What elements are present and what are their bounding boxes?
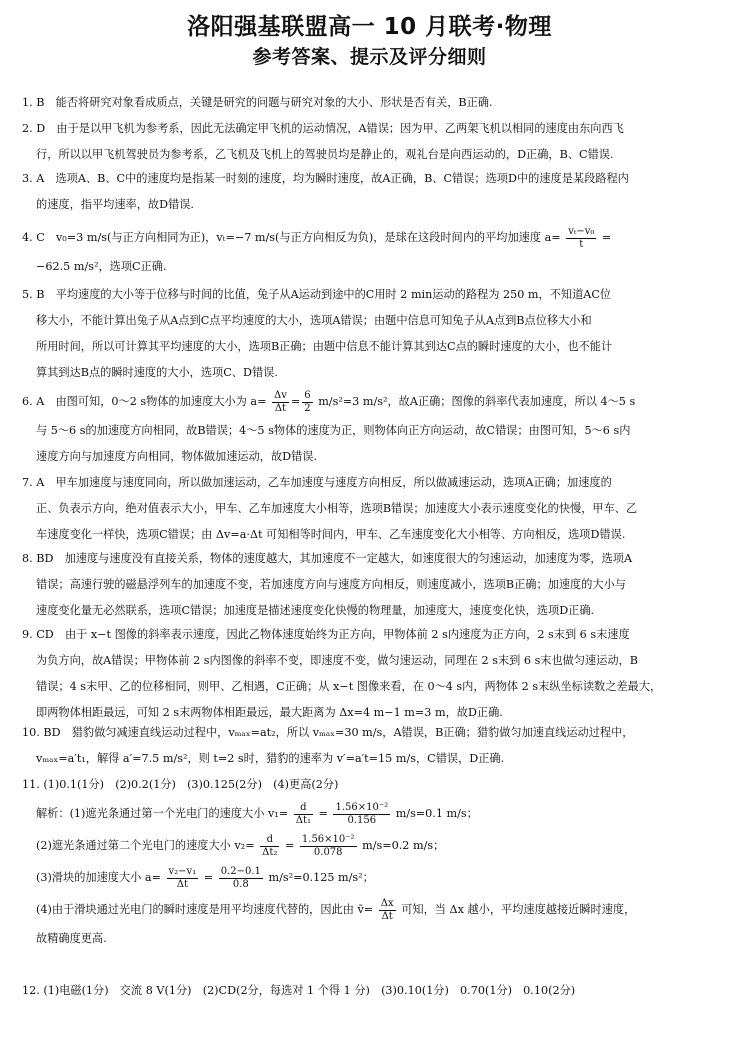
answer-text: m/s²=3 m/s²，故A正确；图像的斜率代表加速度，所以 4～5 s: [318, 395, 636, 408]
fraction-numerator: Δv: [274, 389, 287, 401]
answer-line: [22, 830, 716, 862]
answer-2: [22, 116, 716, 168]
answer-line: 3. A 选项A、B、C中的速度均是指某一时刻的速度，均为瞬时速度，故A正确，B、C错误；选项D中的速度是某段路程内: [22, 172, 629, 185]
answer-1: [22, 90, 716, 116]
answer-line: 6. A 由图可知，0～2 s物体的加速度大小为 a= $\frac{\Delta v}{\Delta t}$ = $\frac{6}{2}$ m/s²=3 m/s²，故A正确；图像的斜率代表加速度，所以 4～5 s: [22, 389, 636, 414]
answer-line: [22, 222, 716, 254]
fraction-denominator: Δt₂: [262, 846, 278, 858]
fraction-numerator: d: [260, 834, 279, 847]
answer-5: [22, 282, 716, 386]
fraction-denominator: 0.078: [313, 846, 343, 858]
answer-line: 为负方向，故A错误；甲物体前 2 s内图像的斜率不变，即速度不变，做匀速运动，同理在 2 s末到 6 s末也做匀速运动，B: [36, 654, 639, 667]
page-subtitle: 参考答案、提示及评分细则: [252, 46, 487, 68]
answer-12: [22, 978, 716, 1004]
fraction-denominator: Δt₁: [295, 814, 311, 826]
answer-11: [22, 772, 716, 952]
answer-7: [22, 470, 716, 548]
answer-line: 8. BD 加速度与速度没有直接关系，物体的速度越大，其加速度不一定越大，如速度很大的匀速运动，加速度为零，选项A: [22, 552, 633, 565]
fraction: [333, 802, 390, 827]
answer-text: 4. C v₀=3 m/s(与正方向相同为正)，vₜ=−7 m/s(与正方向相反为负)，是球在这段时间内的平均加速度 a=: [22, 231, 561, 244]
fraction: [300, 834, 357, 859]
answer-line: 11. (1)0.1(1分) (2)0.2(1分) (3)0.125(2分) (4)更高(2分): [22, 778, 339, 791]
answer-line: 速度方向与加速度方向相同，物体做加速运动，故D错误.: [36, 450, 318, 463]
answer-line: 正、负表示方向，绝对值表示大小，甲车、乙车加速度大小相等，选项B错误；加速度大小表示速度变化的快慢，甲车、乙: [36, 502, 638, 515]
answer-line: 算其到达B点的瞬时速度的大小，选项C、D错误.: [36, 366, 278, 379]
answer-line: 速度变化量无必然联系，选项C错误；加速度是描述速度变化快慢的物理量，加速度大，速度变化快，选项D正确.: [36, 604, 595, 617]
answer-line: 故精确度更高.: [36, 932, 107, 945]
answer-line: [22, 798, 716, 830]
answer-9: [22, 622, 716, 726]
fraction-denominator: 2: [304, 402, 311, 414]
answer-text: 可知，当 Δx 越小，平均速度越接近瞬时速度，: [401, 903, 636, 916]
answer-text: m/s²=0.125 m/s²；: [268, 871, 374, 884]
fraction-numerator: d: [294, 802, 313, 815]
fraction: [260, 834, 279, 859]
fraction-numerator: Δx: [380, 897, 394, 909]
answer-text: 解析：(1)遮光条通过第一个光电门的速度大小 v₁=: [36, 807, 289, 820]
fraction-denominator: Δt: [381, 910, 393, 922]
fraction: [379, 898, 396, 923]
fraction-numerator: 0.2−0.1: [220, 865, 261, 877]
fraction: [167, 866, 199, 891]
fraction-numerator: 1.56×10⁻²: [301, 833, 355, 845]
fraction-denominator: 0.156: [347, 814, 377, 826]
answer-text: (3)滑块的加速度大小 a=: [36, 871, 161, 884]
answer-line: 错误；高速行驶的磁悬浮列车的加速度不变，若加速度方向与速度方向相反，则速度减小，选项B正确；加速度的大小与: [36, 578, 626, 591]
answer-text: (4)由于滑块通过光电门的瞬时速度是用平均速度代替的，因此由: [36, 903, 354, 916]
answer-text: =: [318, 807, 328, 820]
answer-line: 的速度，指平均速率，故D错误.: [36, 198, 194, 211]
answer-text: m/s=0.2 m/s；: [362, 839, 445, 852]
fraction: [219, 866, 263, 891]
page-title: 洛阳强基联盟高一 10 月联考·物理: [187, 14, 552, 40]
answer-line: [22, 894, 716, 926]
answer-line: 9. CD 由于 x−t 图像的斜率表示速度，因此乙物体速度始终为正方向，甲物体前 2 s内速度为正方向，2 s末到 6 s末速度: [22, 628, 630, 641]
answer-line: 2. D 由于是以甲飞机为参考系，因此无法确定甲飞机的运动情况，A错误；因为甲、乙两架飞机以相同的速度由东向西飞: [22, 122, 624, 135]
answer-line: vₘₐₓ=a′t₁，解得 a′=7.5 m/s²，则 t=2 s时，猎豹的速率为 v′=a′t=15 m/s，C错误，D正确.: [36, 752, 505, 765]
fraction: [566, 226, 596, 251]
answer-3: [22, 166, 716, 218]
fraction-numerator: 1.56×10⁻²: [335, 801, 389, 813]
answer-text: v̄=: [357, 903, 374, 916]
answer-line: 1. B 能否将研究对象看成质点，关键是研究的问题与研究对象的大小、形状是否有关，B正确.: [22, 96, 493, 109]
fraction: [294, 802, 313, 827]
fraction-denominator: t: [579, 238, 584, 250]
answer-line: −62.5 m/s²，选项C正确.: [36, 260, 167, 273]
answer-8: [22, 546, 716, 624]
answer-text: (2)遮光条通过第二个光电门的速度大小 v₂=: [36, 839, 255, 852]
answer-4: [22, 222, 716, 280]
answer-line: 7. A 甲车加速度与速度同向，所以做加速运动，乙车加速度与速度方向相反，所以做减速运动，选项A正确；加速度的: [22, 476, 612, 489]
answer-line: 行，所以以甲飞机驾驶员为参考系，乙飞机及飞机上的驾驶员均是静止的，观礼台是向西运动的，D正确，B、C错误.: [36, 148, 614, 161]
answer-line: 车速度变化一样快，选项C错误；由 Δv=a·Δt 可知相等时间内，甲车、乙车速度变化大小相等、方向相反，选项D错误.: [36, 528, 626, 541]
fraction-numerator: vₜ−v₀: [568, 225, 595, 237]
answer-line: 即两物体相距最远，可知 2 s末两物体相距最远，最大距离为 Δx=4 m−1 m=3 m，故D正确.: [36, 706, 503, 719]
fraction-numerator: 6: [304, 389, 311, 401]
answer-line: 移大小，不能计算出兔子从A点到C点平均速度的大小，选项A错误；由题中信息可知兔子从A点到B点位移大小和: [36, 314, 592, 327]
fraction-denominator: 0.8: [232, 878, 249, 890]
answer-line: 所用时间，所以可计算其平均速度的大小，选项B正确；由题中信息不能计算其到达C点的瞬时速度的大小，也不能计: [36, 340, 613, 353]
answer-line: 12. (1)电磁(1分) 交流 8 V(1分) (2)CD(2分，每选对 1 个得 1 分) (3)0.10(1分) 0.70(1分) 0.10(2分): [22, 984, 576, 997]
fraction: [272, 390, 289, 415]
answer-6: [22, 386, 716, 470]
answer-text: =: [284, 839, 295, 852]
answer-line: [22, 862, 716, 894]
answer-line: 与 5～6 s的加速度方向相同，故B错误；4～5 s物体的速度为正，则物体向正方向运动，故C错误；由图可知，5～6 s内: [36, 424, 631, 437]
answer-text: =: [203, 871, 214, 884]
answer-text: 6. A 由图可知，0～2 s物体的加速度大小为 a=: [22, 395, 267, 408]
answer-text: m/s=0.1 m/s；: [395, 807, 478, 820]
answer-line: 5. B 平均速度的大小等于位移与时间的比值，兔子从A运动到途中的C用时 2 min运动的路程为 250 m，不知道AC位: [22, 288, 612, 301]
fraction: [302, 390, 312, 415]
answer-line: 10. BD 猎豹做匀减速直线运动过程中，vₘₐₓ=at₂，所以 vₘₐₓ=30 m/s，A错误，B正确；猎豹做匀加速直线运动过程中，: [22, 726, 634, 739]
answer-line: 错误；4 s末甲、乙的位移相同，则甲、乙相遇，C正确；从 x−t 图像来看，在 0～4 s内，两物体 2 s末纵坐标读数之差最大，: [36, 680, 662, 693]
fraction-denominator: Δt: [176, 878, 188, 890]
fraction-numerator: v₂−v₁: [168, 865, 197, 877]
answer-text: =: [601, 231, 612, 244]
answer-10: [22, 720, 716, 772]
fraction-denominator: Δt: [274, 402, 287, 414]
